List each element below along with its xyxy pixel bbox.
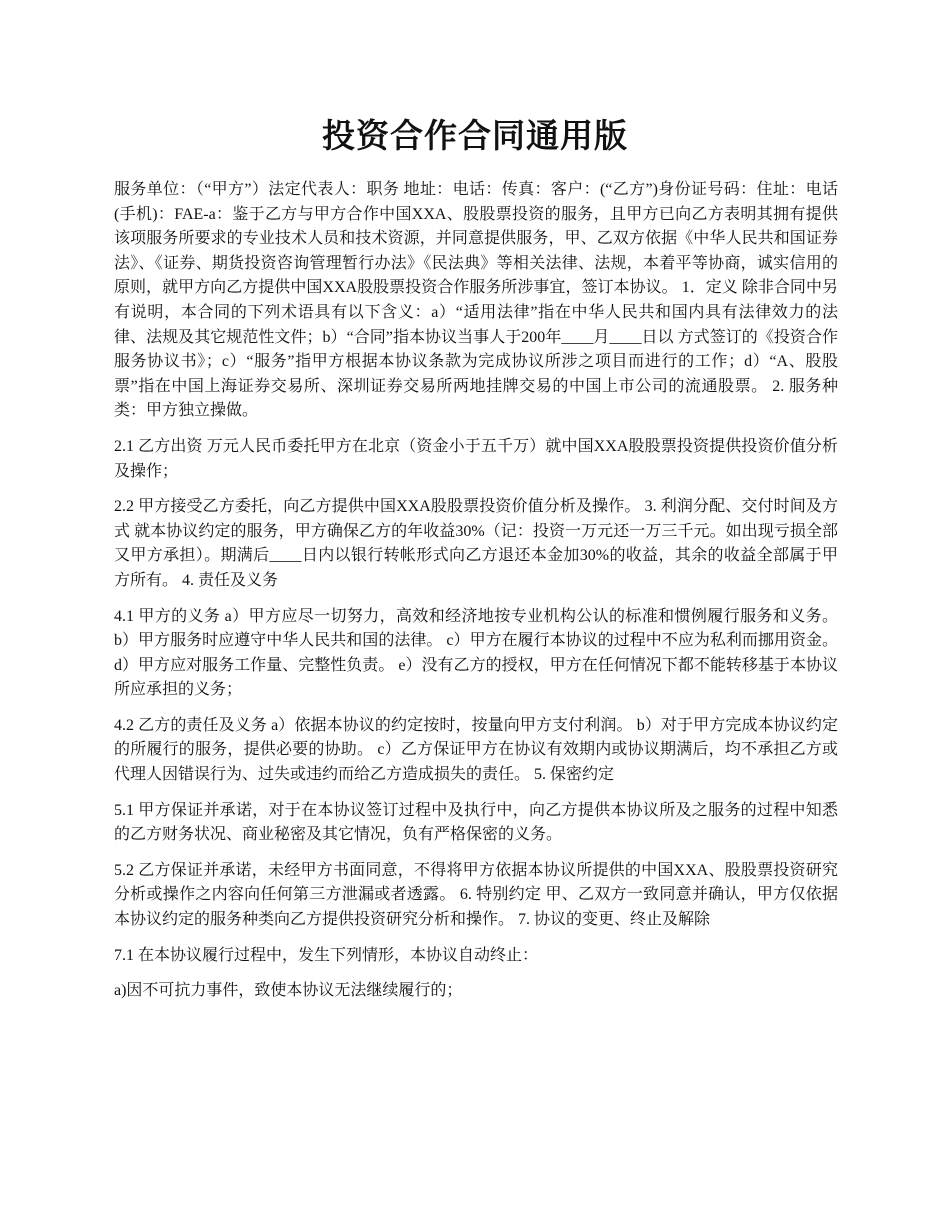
paragraph-4-1: 4.1 甲方的义务 a）甲方应尽一切努力，高效和经济地按专业机构公认的标准和惯例履行服务和义务。 b）甲方服务时应遵守中华人民共和国的法律。 c）甲方在履行本协议的过程中不应为私利而挪用资金。 d）甲方应对服务工作量、完整性负责。 e）没有乙方的授权，甲方在任何情况下都不能转移基于本协议所应承担的义务；: [114, 607, 838, 699]
paragraph-preamble-definitions: 服务单位：（“甲方”）法定代表人：职务 地址：电话：传真：客户：(“乙方”)身份证号码：住址：电话(手机)：FAE-a：鉴于乙方与甲方合作中国XXA、股股票投资的服务，且甲方已向乙方表明其拥有提供该项服务所要求的专业技术人员和技术资源，并同意提供服务，甲、乙双方依据《中华人民共和国证券法》、《证券、期货投资咨询管理暂行办法》《民法典》等相关法律、法规，本着平等协商，诚实信用的原则，就甲方向乙方提供中国XXA股股票投资合作服务所涉事宜，签订本协议。 1．定义 除非合同中另有说明，本合同的下列术语具有以下含义：a）“适用法律”指在中华人民共和国内具有法律效力的法律、法规及其它规范性文件；b）“合同”指本协议当事人于200年____月____日以 方式签订的《投资合作服务协议书》；c）“服务”指甲方根据本协议条款为完成协议所涉之项目而进行的工作；d）“A、股股票”指在中国上海证券交易所、深圳证券交易所两地挂牌交易的中国上市公司的流通股票。 2. 服务种类：甲方独立操做。: [114, 181, 838, 420]
paragraph-5-1: 5.1 甲方保证并承诺，对于在本协议签订过程中及执行中，向乙方提供本协议所及之服务的过程中知悉的乙方财务状况、商业秘密及其它情况，负有严格保密的义务。: [114, 801, 838, 844]
document-title: 投资合作合同通用版: [322, 116, 628, 155]
document-body: [114, 178, 838, 1015]
paragraph-7-1-a: a)因不可抗力事件，致使本协议无法继续履行的；: [114, 982, 463, 1000]
paragraph-2-1: 2.1 乙方出资 万元人民币委托甲方在北京（资金小于五千万）就中国XXA股股票投资提供投资价值分析及操作；: [114, 437, 838, 480]
paragraph-5-2: 5.2 乙方保证并承诺，未经甲方书面同意，不得将甲方依据本协议所提供的中国XXA、股股票投资研究分析或操作之内容向任何第三方泄漏或者透露。 6. 特别约定 甲、乙双方一致同意并确认，甲方仅依据本协议约定的服务种类向乙方提供投资研究分析和操作。 7. 协议的变更、终止及解除: [114, 861, 838, 929]
paragraph-7-1: 7.1 在本协议履行过程中，发生下列情形，本协议自动终止：: [114, 946, 539, 964]
paragraph-2-2: 2.2 甲方接受乙方委托，向乙方提供中国XXA股股票投资价值分析及操作。 3. 利润分配、交付时间及方式 就本协议约定的服务，甲方确保乙方的年收益30%（记：投资一万元还一万三千元。如出现亏损全部又甲方承担）。期满后____日内以银行转帐形式向乙方退还本金加30%的收益，其余的收益全部属于甲方所有。 4. 责任及义务: [114, 498, 838, 589]
paragraph-4-2: 4.2 乙方的责任及义务 a）依据本协议的约定按时，按量向甲方支付利润。 b）对于甲方完成本协议约定的所履行的服务，提供必要的协助。 c）乙方保证甲方在协议有效期内或协议期满后，均不承担乙方或代理人因错误行为、过失或违约而给乙方造成损失的责任。 5. 保密约定: [114, 716, 838, 784]
